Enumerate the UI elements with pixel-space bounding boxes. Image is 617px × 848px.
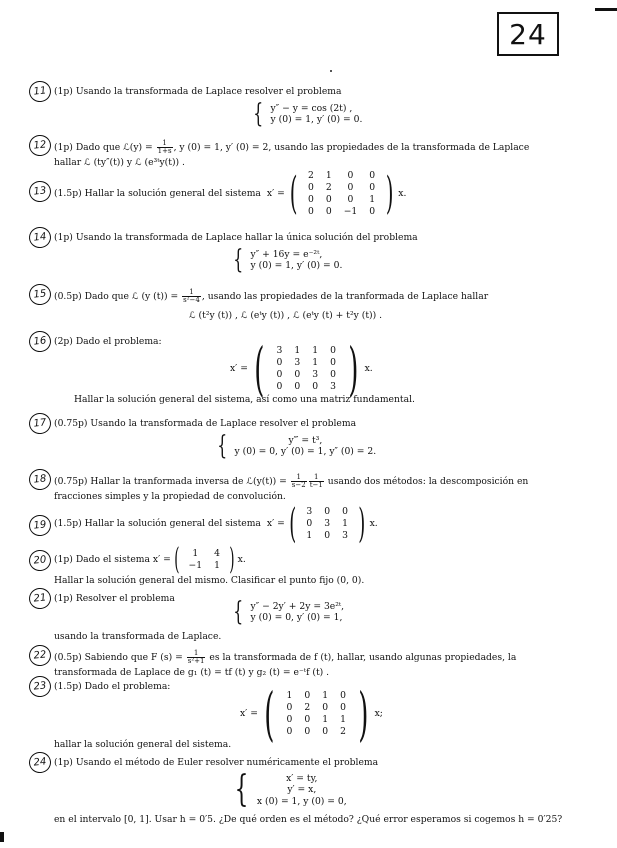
matrix-entry: 0 bbox=[342, 506, 348, 518]
left-paren: ( bbox=[289, 167, 298, 219]
matrix-entry: 0 bbox=[369, 170, 376, 181]
matrix-entry: 0 bbox=[322, 702, 329, 714]
left-brace: { bbox=[253, 99, 264, 129]
problem-16 bbox=[33, 335, 514, 405]
numerator: 1 bbox=[309, 474, 324, 482]
matrix-entry: 1 bbox=[312, 357, 319, 369]
right-paren: ) bbox=[348, 335, 359, 403]
matrix-entry: 0 bbox=[347, 193, 354, 205]
matrix-entry: 0 bbox=[330, 345, 336, 357]
problem-statement: (0.75p) Usando la transformada de Laplace resolver el problema bbox=[54, 418, 357, 429]
problem-statement: (1.5p) Hallar la solución general del sistema bbox=[54, 188, 261, 200]
matrix-entry: 0 bbox=[325, 193, 332, 205]
matrix-equation bbox=[54, 167, 407, 219]
statement-continuation: fracciones simples y la propiedad de convolución. bbox=[54, 491, 286, 502]
numerator: 1 bbox=[157, 140, 173, 148]
left-paren: ( bbox=[289, 501, 297, 547]
matrix-equation bbox=[230, 335, 373, 403]
stray-dot bbox=[330, 70, 332, 72]
equation-line: y (0) = 0, y′ (0) = 1, y″ (0) = 2. bbox=[234, 446, 377, 457]
matrix-entry: 0 bbox=[276, 369, 283, 380]
problem-statement: (1.5p) Hallar la solución general del sistema bbox=[54, 518, 261, 530]
fraction bbox=[291, 474, 307, 489]
problem-number-badge: 16 bbox=[28, 330, 52, 353]
matrix-entry: 0 bbox=[286, 702, 293, 714]
statement-continuation: usando la transformada de Laplace. bbox=[54, 631, 222, 642]
matrix-entry: 2 bbox=[307, 170, 314, 181]
matrix-entry: 1 bbox=[214, 560, 220, 571]
matrix-equation bbox=[54, 501, 378, 547]
problem-statement: (1p) Usando la transformada de Laplace resolver el problema bbox=[54, 86, 342, 97]
problem-number-badge: 24 bbox=[28, 751, 52, 774]
problem-17 bbox=[33, 417, 514, 461]
matrix-entry: 0 bbox=[307, 193, 314, 205]
statement-part: (0.75p) Hallar la tranformada inversa de ℒ(y(t)) = bbox=[54, 476, 287, 487]
problem-number-badge: 21 bbox=[28, 587, 52, 610]
rhs: x. bbox=[398, 188, 407, 200]
lhs: x′ = bbox=[230, 363, 248, 375]
problem-11 bbox=[33, 85, 514, 129]
problem-statement: (1p) Usando la transformada de Laplace hallar la única solución del problema bbox=[54, 232, 418, 243]
problem-statement bbox=[54, 473, 529, 489]
statement-part: , y (0) = 1, y′ (0) = 2, usando las propiedades de la transformada de Laplace bbox=[173, 142, 530, 153]
matrix bbox=[271, 345, 342, 393]
equation-line: y (0) = 0, y′ (0) = 1, bbox=[250, 612, 343, 623]
fraction bbox=[309, 474, 324, 489]
statement-part: (0.5p) Sabiendo que F (s) = bbox=[54, 652, 183, 663]
matrix-entry: 0 bbox=[324, 529, 331, 541]
problem-statement bbox=[54, 649, 517, 665]
problem-number-badge: 11 bbox=[28, 80, 52, 103]
matrix-entry: 3 bbox=[306, 506, 313, 518]
denominator: t−1 bbox=[309, 481, 323, 489]
problem-statement: (1.5p) Dado el problema: bbox=[54, 681, 171, 692]
matrix-entry: 0 bbox=[347, 170, 354, 181]
left-brace: { bbox=[217, 431, 228, 461]
left-brace: { bbox=[233, 597, 244, 627]
problem-statement: (1p) Dado el sistema x′ = bbox=[54, 554, 171, 566]
matrix-entry: 0 bbox=[276, 380, 283, 392]
equation-system bbox=[230, 769, 347, 810]
problem-number-badge: 14 bbox=[28, 226, 52, 249]
lhs: x′ = bbox=[266, 518, 285, 530]
matrix-entry: 0 bbox=[286, 714, 293, 725]
matrix-entry: 0 bbox=[330, 369, 336, 380]
problem-18 bbox=[33, 473, 529, 503]
matrix-entry: 0 bbox=[325, 205, 332, 217]
matrix-entry: 4 bbox=[214, 548, 220, 560]
rhs: x. bbox=[369, 518, 378, 530]
right-paren: ) bbox=[358, 680, 369, 748]
matrix-entry: 0 bbox=[304, 714, 311, 725]
denominator: 1+s bbox=[157, 147, 172, 155]
equation-line: y″ − y = cos (2t) , bbox=[270, 102, 353, 114]
problem-12 bbox=[33, 139, 530, 169]
matrix-entry: 0 bbox=[304, 725, 311, 737]
matrix-entry: 0 bbox=[340, 690, 346, 702]
equation-line: x (0) = 1, y (0) = 0, bbox=[256, 795, 347, 807]
matrix-entry: 2 bbox=[340, 725, 346, 737]
matrix-entry: 3 bbox=[324, 518, 331, 530]
equation-line: y″ + 16y = e⁻²ᵗ, bbox=[250, 248, 323, 260]
equation-line: x′ = ty, bbox=[286, 772, 318, 784]
matrix-entry: 1 bbox=[322, 690, 329, 702]
matrix-entry: −1 bbox=[343, 205, 358, 217]
equation-line: y (0) = 1, y′ (0) = 0. bbox=[270, 114, 363, 125]
numerator: 1 bbox=[182, 289, 201, 297]
matrix bbox=[183, 548, 226, 572]
statement-continuation: ℒ (t²y (t)) , ℒ (eᵗy (t)) , ℒ (eᵗy (t) + t²y (t)) . bbox=[189, 310, 383, 321]
page-number-box bbox=[497, 12, 559, 56]
problem-number-badge: 17 bbox=[28, 412, 52, 435]
matrix-entry: 3 bbox=[276, 345, 283, 357]
problem-24 bbox=[33, 756, 563, 825]
matrix-entry: 3 bbox=[312, 369, 319, 380]
matrix-entry: 1 bbox=[342, 518, 348, 530]
statement-part: usando dos métodos: la descomposición en bbox=[327, 476, 529, 487]
matrix-entry: 0 bbox=[347, 181, 354, 193]
problem-14 bbox=[33, 231, 514, 275]
problem-statement: (1p) Usando el método de Euler resolver numéricamente el problema bbox=[54, 757, 379, 768]
matrix-entry: 0 bbox=[276, 357, 283, 369]
matrix-entry: 1 bbox=[312, 345, 319, 357]
matrix-entry: 1 bbox=[369, 193, 376, 205]
matrix-entry: 0 bbox=[324, 506, 331, 518]
fraction bbox=[157, 140, 173, 155]
page-number: 24 bbox=[509, 17, 547, 51]
numerator: 1 bbox=[291, 474, 307, 482]
problem-number-badge: 19 bbox=[28, 514, 52, 537]
matrix-entry: 0 bbox=[304, 690, 311, 702]
denominator: s²+1 bbox=[187, 657, 205, 665]
matrix-entry: 0 bbox=[294, 380, 301, 392]
lhs: x′ = bbox=[266, 188, 285, 200]
equation-system bbox=[230, 599, 344, 625]
left-paren: ( bbox=[264, 680, 275, 748]
problem-number-badge: 22 bbox=[28, 644, 52, 667]
equation-system bbox=[214, 433, 376, 459]
statement-part: (1p) Dado que ℒ(y) = bbox=[54, 142, 153, 153]
matrix-entry: 3 bbox=[330, 380, 336, 392]
matrix-entry: 0 bbox=[340, 702, 346, 714]
problem-number-badge: 12 bbox=[28, 134, 52, 157]
problem-number-badge: 15 bbox=[28, 283, 52, 306]
matrix-entry: 0 bbox=[369, 205, 376, 217]
denominator: s²−4 bbox=[183, 296, 200, 304]
rhs: x. bbox=[237, 554, 246, 566]
problem-number-badge: 20 bbox=[28, 549, 52, 572]
matrix-entry: 1 bbox=[306, 529, 313, 541]
problem-statement bbox=[54, 139, 530, 155]
matrix bbox=[302, 170, 381, 218]
matrix bbox=[300, 506, 354, 542]
rhs: x; bbox=[374, 708, 383, 720]
statement-continuation: transformada de Laplace de g₁ (t) = tf (t) y g₂ (t) = e⁻ᵗf (t) . bbox=[54, 667, 330, 678]
left-brace: { bbox=[234, 769, 249, 810]
fraction bbox=[182, 289, 201, 304]
matrix-entry: 1 bbox=[192, 548, 199, 560]
lhs: x′ = bbox=[240, 708, 258, 720]
matrix-entry: 0 bbox=[307, 205, 314, 217]
matrix-entry: 0 bbox=[294, 369, 301, 380]
problem-number-badge: 18 bbox=[28, 468, 52, 491]
right-paren: ) bbox=[229, 542, 235, 577]
matrix-entry: 0 bbox=[369, 181, 376, 193]
matrix-equation bbox=[240, 680, 383, 748]
matrix-entry: 2 bbox=[325, 181, 332, 193]
equation-system bbox=[230, 247, 342, 273]
denominator: s−2 bbox=[291, 481, 306, 489]
problem-number-badge: 23 bbox=[28, 675, 52, 698]
rhs: x. bbox=[364, 363, 373, 375]
statement-part: es la transformada de f (t), hallar, usando algunas propiedades, la bbox=[209, 652, 517, 663]
numerator: 1 bbox=[187, 650, 206, 658]
matrix bbox=[281, 690, 352, 738]
matrix-entry: 0 bbox=[322, 725, 329, 737]
right-paren: ) bbox=[385, 167, 394, 219]
matrix-entry: 1 bbox=[294, 345, 301, 357]
equation-line: y″ − 2y′ + 2y = 3e²ᵗ, bbox=[250, 600, 345, 612]
statement-continuation: hallar la solución general del sistema. bbox=[54, 739, 232, 750]
matrix-entry: 0 bbox=[307, 181, 314, 193]
matrix-entry: 0 bbox=[330, 357, 336, 369]
matrix-entry: 1 bbox=[322, 714, 329, 725]
problem-statement: (2p) Dado el problema: bbox=[54, 336, 162, 347]
problem-number-badge: 13 bbox=[28, 180, 52, 203]
problem-statement: (1p) Resolver el problema bbox=[54, 593, 175, 604]
matrix-equation bbox=[54, 542, 246, 577]
corner-mark bbox=[595, 8, 617, 11]
equation-line: y‴ = t³, bbox=[288, 434, 323, 446]
matrix-entry: −1 bbox=[188, 560, 203, 571]
fraction bbox=[187, 650, 206, 665]
right-paren: ) bbox=[358, 501, 366, 547]
matrix-entry: 3 bbox=[342, 529, 348, 541]
matrix-entry: 0 bbox=[306, 518, 313, 530]
equation-system bbox=[250, 101, 362, 127]
statement-continuation: Hallar la solución general del sistema, así como una matriz fundamental. bbox=[74, 394, 415, 405]
problem-statement bbox=[54, 289, 514, 304]
left-paren: ( bbox=[174, 542, 180, 577]
equation-line: y′ = x, bbox=[287, 784, 317, 796]
matrix-entry: 1 bbox=[325, 170, 332, 181]
left-brace: { bbox=[233, 245, 244, 275]
matrix-entry: 1 bbox=[286, 690, 293, 702]
problem-15 bbox=[33, 288, 514, 322]
matrix-entry: 2 bbox=[304, 702, 311, 714]
statement-part: , usando las propiedades de la tranformada de Laplace hallar bbox=[201, 291, 489, 302]
matrix-entry: 3 bbox=[294, 357, 301, 369]
equation-line: y (0) = 1, y′ (0) = 0. bbox=[250, 260, 343, 271]
matrix-entry: 1 bbox=[340, 714, 346, 725]
scan-edge-mark bbox=[0, 832, 4, 842]
statement-continuation: Hallar la solución general del mismo. Clasificar el punto fijo (0, 0). bbox=[54, 575, 365, 586]
problem-22 bbox=[33, 649, 517, 679]
statement-part: (0.5p) Dado que ℒ (y (t)) = bbox=[54, 291, 179, 302]
statement-continuation: en el intervalo [0, 1]. Usar h = 0′5. ¿De qué orden es el método? ¿Qué error esperamos si cogemos h = 0′25? bbox=[54, 814, 563, 825]
problem-23 bbox=[33, 680, 514, 750]
left-paren: ( bbox=[254, 335, 265, 403]
matrix-entry: 0 bbox=[286, 725, 293, 737]
statement-continuation: hallar ℒ (ty″(t)) y ℒ (e³ᵗy(t)) . bbox=[54, 157, 185, 168]
matrix-entry: 0 bbox=[312, 380, 319, 392]
problem-21 bbox=[33, 592, 514, 642]
